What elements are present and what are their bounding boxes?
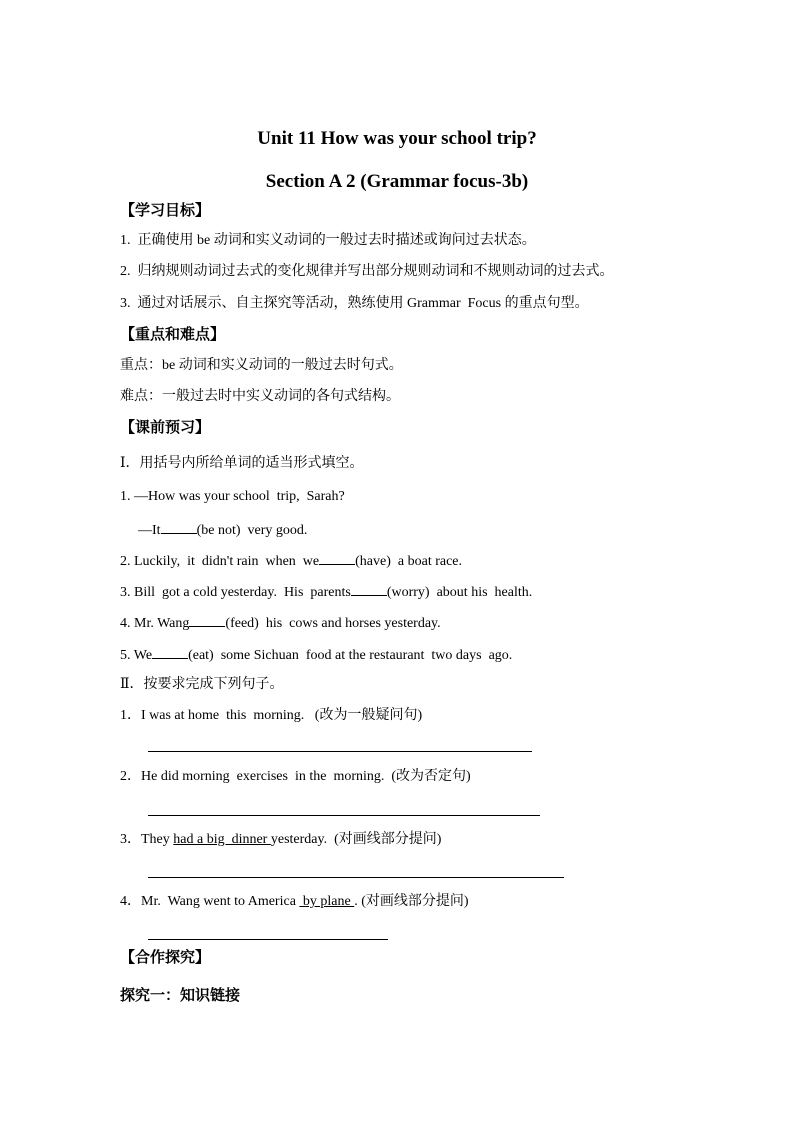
q1b-prefix: —It — [138, 523, 161, 538]
question-5 — [120, 644, 512, 665]
answer-line[interactable] — [148, 815, 540, 816]
question-1b — [138, 519, 307, 540]
objectives-heading: 【学习目标】 — [120, 203, 211, 219]
q2-prefix: 2. Luckily, it didn't rain when we — [120, 554, 320, 569]
answer-blank[interactable] — [161, 519, 197, 534]
explore-one-title: 探究一：知识链接 — [120, 988, 241, 1004]
question-1a: 1. —How was your school trip, Sarah? — [120, 489, 345, 504]
section-subtitle: Section A 2 (Grammar focus-3b) — [265, 171, 529, 192]
question-2 — [120, 550, 462, 571]
answer-line[interactable] — [148, 877, 564, 878]
q3-prefix: 3. Bill got a cold yesterday. His parents — [120, 585, 351, 600]
difficult-point: 难点：一般过去时中实义动词的各句式结构。 — [120, 389, 400, 404]
answer-line[interactable] — [148, 751, 532, 752]
key-point: 重点：be 动词和实义动词的一般过去时句式。 — [120, 358, 403, 373]
question-3 — [120, 581, 532, 602]
answer-blank[interactable] — [189, 612, 225, 627]
s3-suffix: yesterday. (对画线部分提问) — [270, 832, 442, 847]
question-4 — [120, 612, 441, 633]
s3-underlined: had a big dinner — [173, 832, 271, 847]
q5-suffix: (eat) some Sichuan food at the restaurant two days ago. — [188, 648, 513, 663]
q4-suffix: (feed) his cows and horses yesterday. — [225, 616, 441, 631]
answer-blank[interactable] — [319, 550, 355, 565]
key-points-heading: 【重点和难点】 — [120, 327, 226, 343]
unit-title: Unit 11 How was your school trip? — [257, 128, 537, 149]
q4-prefix: 4. Mr. Wang — [120, 616, 190, 631]
answer-blank[interactable] — [152, 644, 188, 659]
q5-prefix: 5. We — [120, 648, 153, 663]
sentence-4 — [120, 893, 469, 911]
preview-heading: 【课前预习】 — [120, 420, 211, 436]
s3-prefix: 3．They — [120, 832, 174, 847]
s4-prefix: 4．Mr. Wang went to America — [120, 894, 300, 909]
s4-suffix: . (对画线部分提问) — [354, 894, 469, 909]
objective-item: 3. 通过对话展示、自主探究等活动，熟练使用 Grammar Focus 的重点句型。 — [120, 296, 589, 311]
answer-line[interactable] — [148, 939, 388, 940]
cooperation-heading: 【合作探究】 — [120, 950, 211, 966]
sentence-1: 1．I was at home this morning. (改为一般疑问句) — [120, 708, 423, 723]
part1-title: Ⅰ．用括号内所给单词的适当形式填空。 — [120, 456, 364, 471]
part2-title: Ⅱ．按要求完成下列句子。 — [120, 677, 284, 692]
objective-item: 1. 正确使用 be 动词和实义动词的一般过去时描述或询问过去状态。 — [120, 233, 536, 248]
q2-suffix: (have) a boat race. — [355, 554, 463, 569]
sentence-2: 2．He did morning exercises in the morning. (改为否定句) — [120, 769, 471, 784]
q1b-suffix: (be not) very good. — [196, 523, 308, 538]
s4-underlined: by plane — [299, 894, 355, 909]
objective-item: 2. 归纳规则动词过去式的变化规律并写出部分规则动词和不规则动词的过去式。 — [120, 264, 614, 279]
answer-blank[interactable] — [351, 581, 387, 596]
q3-suffix: (worry) about his health. — [386, 585, 533, 600]
sentence-3 — [120, 831, 441, 849]
